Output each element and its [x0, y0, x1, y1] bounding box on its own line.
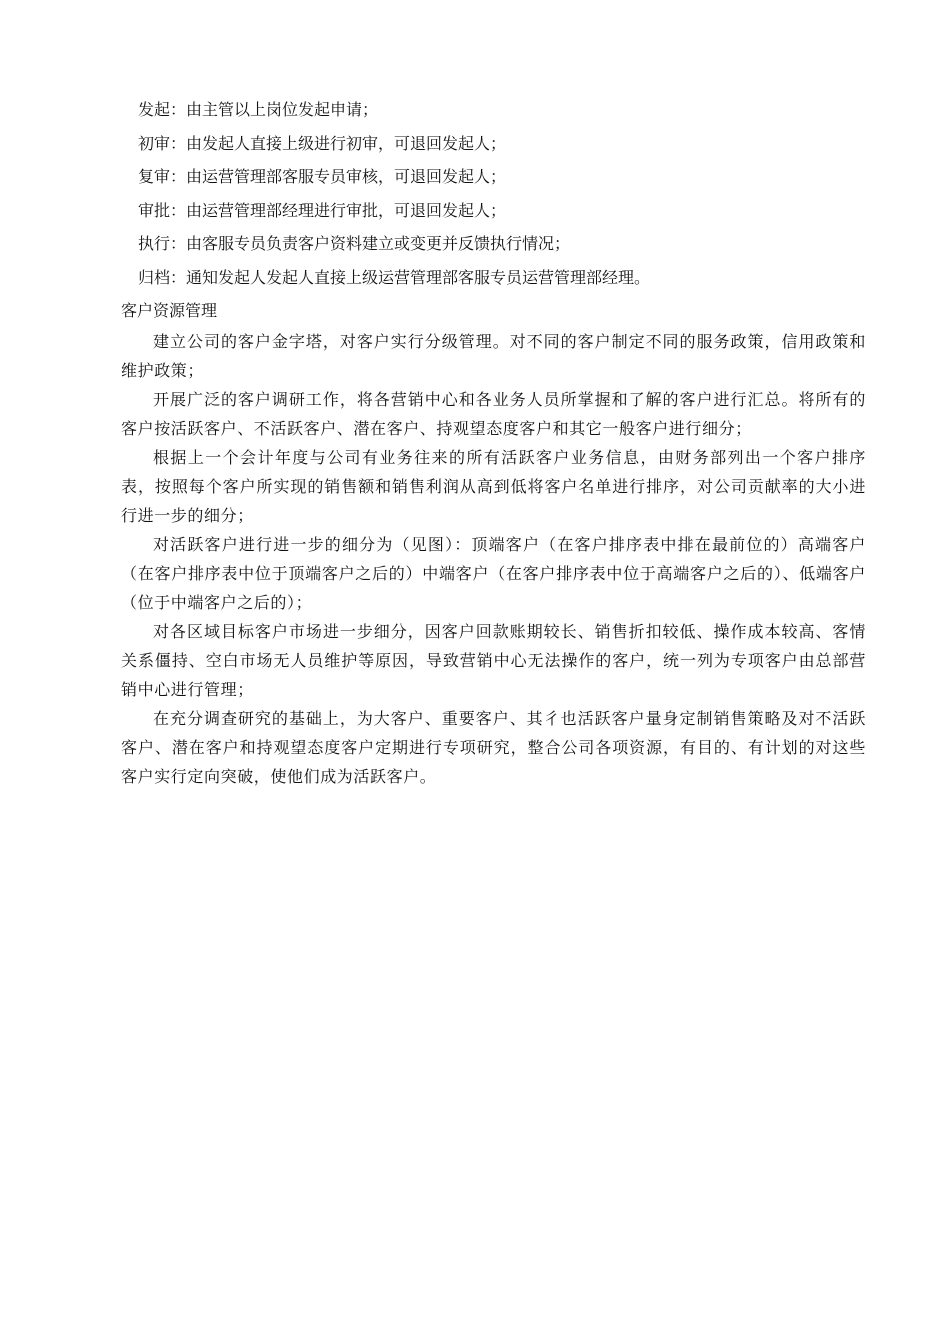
paragraph: 对各区域目标客户市场进一步细分，因客户回款账期较长、销售折扣较低、操作成本较高、客情关系僵持、空白市场无人员维护等原因，导致营销中心无法操作的客户，统一列为专项客户由总部营销中心进行管理； — [121, 622, 866, 699]
paragraph: 开展广泛的客户调研工作，将各营销中心和各业务人员所掌握和了解的客户进行汇总。将所有的客户按活跃客户、不活跃客户、潜在客户、持观望态度客户和其它一般客户进行细分； — [121, 390, 866, 438]
step-first-review: 初审：由发起人直接上级进行初审，可退回发起人； — [138, 133, 507, 153]
step-archive: 归档：通知发起人发起人直接上级运营管理部客服专员运营管理部经理。 — [138, 267, 651, 287]
section-body — [121, 327, 866, 791]
step-approval: 审批：由运营管理部经理进行审批，可退回发起人； — [138, 200, 507, 220]
approval-steps-list — [138, 93, 878, 294]
paragraph: 在充分调查研究的基础上，为大客户、重要客户、其彳也活跃客户量身定制销售策略及对不活跃客户、潜在客户和持观望态度客户定期进行专项研究，整合公司各项资源，有目的、有计划的对这些客户实行定向突破，使他们成为活跃客户。 — [121, 709, 866, 786]
section-title: 客户资源管理 — [121, 301, 218, 320]
step-initiate: 发起：由主管以上岗位发起申请； — [138, 100, 379, 119]
paragraph: 根据上一个会计年度与公司有业务往来的所有活跃客户业务信息，由财务部列出一个客户排序表，按照每个客户所实现的销售额和销售利润从高到低将客户名单进行排序，对公司贡献率的大小进行进一步的细分； — [121, 448, 866, 525]
paragraph: 建立公司的客户金字塔，对客户实行分级管理。对不同的客户制定不同的服务政策，信用政策和维护政策； — [121, 332, 866, 380]
step-execution: 执行：由客服专员负责客户资料建立或变更并反馈执行情况； — [138, 234, 571, 253]
step-second-review: 复审：由运营管理部客服专员审核，可退回发起人； — [138, 167, 507, 186]
paragraph: 对活跃客户进行进一步的细分为（见图）：顶端客户（在客户排序表中排在最前位的）高端客户（在客户排序表中位于顶端客户之后的）中端客户（在客户排序表中位于高端客户之后的）、低端客户（位于中端客户之后的）； — [121, 535, 866, 612]
